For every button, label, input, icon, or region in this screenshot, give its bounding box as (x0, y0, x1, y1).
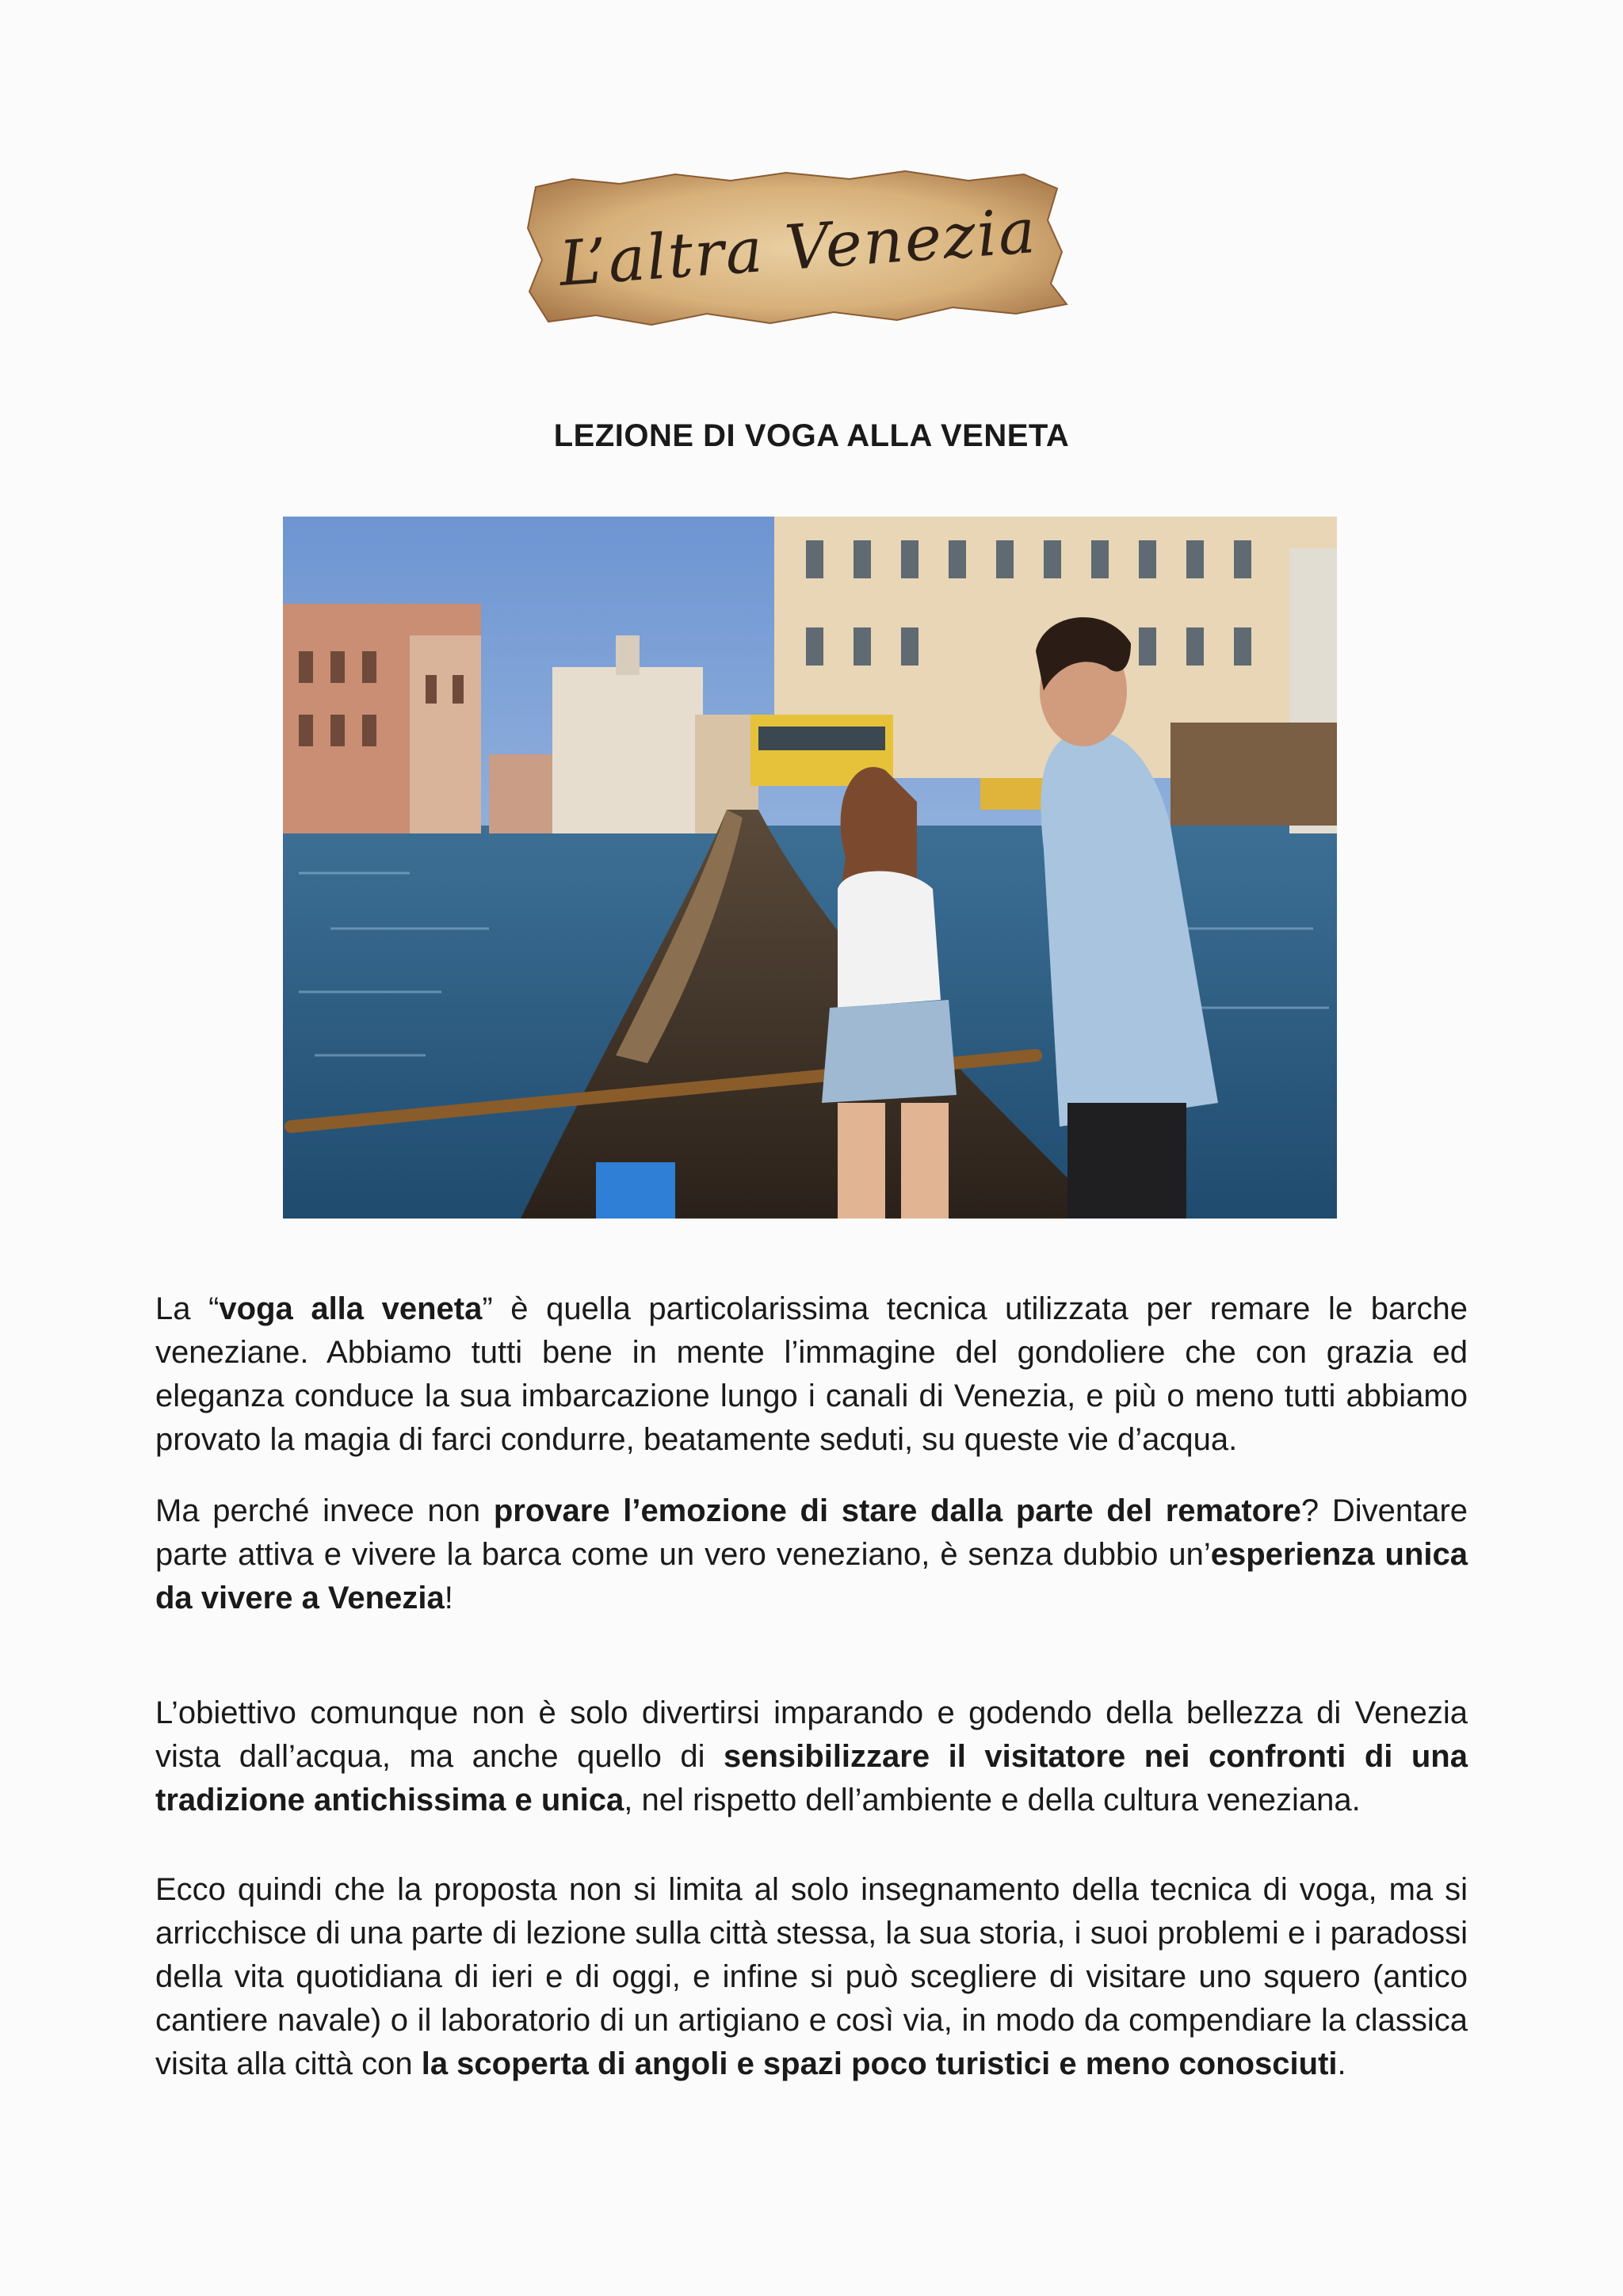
bold-run: la scoperta di angoli e spazi poco turistici e meno conosciuti (421, 2046, 1338, 2081)
paragraph-intro (155, 1287, 1468, 1462)
text-run: ” è quella particolarissima tecnica utilizzata per remare le barche veneziane. Abbiamo tutti bene in mente l’immagine del gondoliere che con grazia ed eleganza conduce la sua imbarcazione lungo i canali di Venezia, e più o meno tutti abbiamo provato la magia di farci condurre, beatamente seduti, su queste vie d’acqua. (155, 1291, 1468, 1457)
paragraph-experience (155, 1489, 1468, 1620)
text-run: Ecco quindi che la proposta non si limita al solo insegnamento della tecnica di voga, ma si arricchisce di una parte di lezione sulla città stessa, la sua storia, i suoi problemi e i paradossi della vita quotidiana di ieri e di oggi, e infine si può scegliere di visitare uno squero (antico cantiere navale) o il laboratorio di un artigiano e così via, in modo da compendiare la classica visita alla città con (155, 1872, 1468, 2081)
hero-photo (283, 517, 1337, 1219)
text-run: , nel rispetto dell’ambiente e della cultura veneziana. (624, 1783, 1361, 1817)
text-run: . (1337, 2046, 1346, 2081)
bold-run: esperienza unica da vivere a Venezia (155, 1537, 1468, 1615)
text-run: ! (444, 1581, 453, 1615)
paragraph-objective (155, 1691, 1468, 1822)
text-run: La “ (155, 1291, 220, 1326)
bold-run: voga alla veneta (219, 1291, 483, 1326)
text-run: Ma perché invece non (155, 1493, 494, 1528)
logo (525, 165, 1071, 331)
bold-run: sensibilizzare il visitatore nei confronti di una tradizione antichissima e unica (155, 1739, 1468, 1817)
bold-run: provare l’emozione di stare dalla parte del rematore (493, 1493, 1301, 1528)
text-run: L’obiettivo comunque non è solo divertirsi imparando e godendo della bellezza di Venezia vista dall’acqua, ma anche quello di (155, 1695, 1468, 1774)
logo-text: L’altra Venezia (556, 196, 1040, 300)
paragraph-proposal (155, 1868, 1468, 2086)
page-title: LEZIONE DI VOGA ALLA VENETA (553, 418, 1070, 453)
text-run: ? Diventare parte attiva e vivere la barca come un vero veneziano, è senza dubbio un’ (155, 1493, 1468, 1572)
